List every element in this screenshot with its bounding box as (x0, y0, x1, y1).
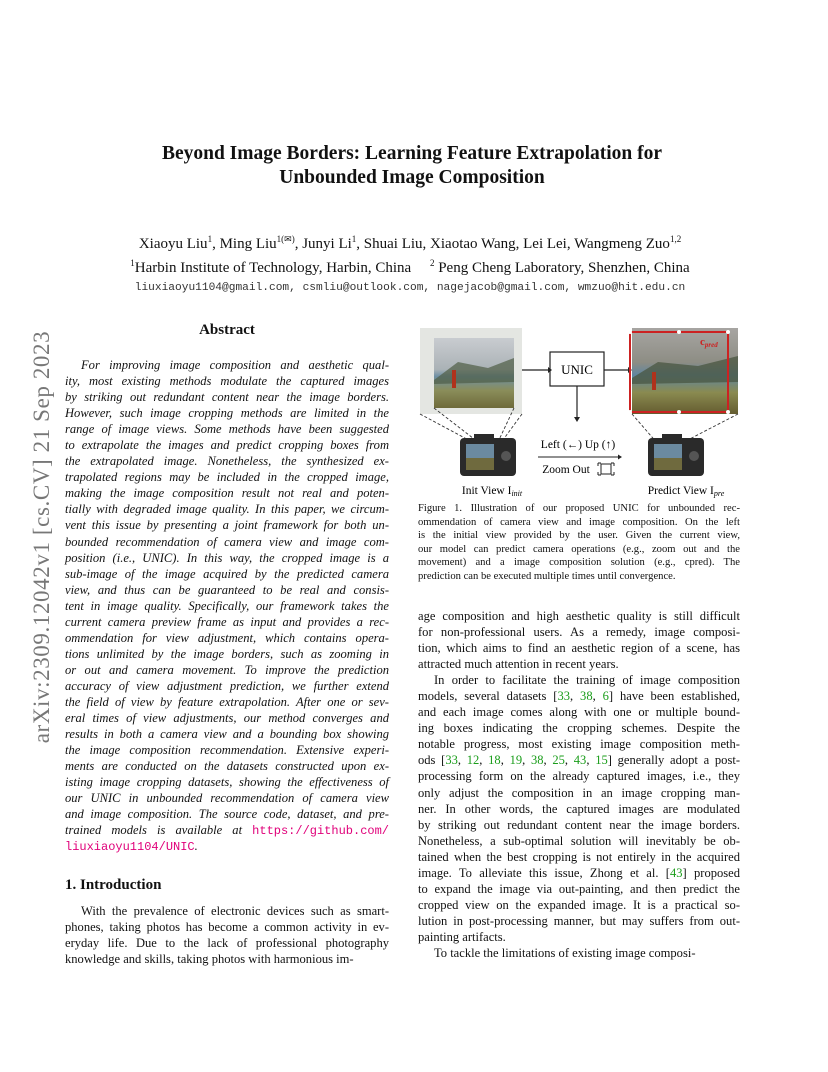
intro-line: With the prevalence of electronic devices such as smart- (81, 904, 389, 918)
caption-line: ommendation of camera view and image composition. On the left (418, 516, 740, 528)
abstract-line: trained models is available at https://github.com/ (65, 823, 389, 839)
caption-line: our model can predict camera operations (e.g., zoom out and the (418, 543, 740, 555)
camera-op-zoom: Zoom Out (542, 464, 590, 476)
abstract-line: isting image cropping datasets, showing the effectiveness of (65, 775, 389, 790)
citation-link[interactable]: 18 (488, 753, 501, 768)
citation-link[interactable]: 38 (580, 689, 593, 704)
abstract-line: For improving image composition and aesthetic qual- (81, 358, 389, 372)
author-block (60, 230, 760, 298)
cpred-label: cpred (700, 336, 718, 349)
arxiv-sidebar-stamp: arXiv:2309.12042v1 [cs.CV] 21 Sep 2023 (29, 330, 54, 744)
abstract-line: sub-image of the image acquired by the predicted camera (65, 566, 389, 581)
abstract-heading: Abstract (199, 322, 255, 338)
predict-camera-icon (648, 434, 704, 476)
caption-line: Figure 1. Illustration of our proposed UNIC for unbounded rec- (418, 503, 740, 514)
abstract-line: tially with degraded image quality. In this paper, we circum- (65, 502, 389, 517)
source-code-link[interactable]: https://github.com/ (252, 824, 389, 839)
abstract-line: view, and thus can be guaranteed to be real and consis- (65, 582, 389, 597)
abstract-line: making the image composition result not real and poten- (65, 486, 389, 501)
body-line: attracted much attention in recent years. (418, 657, 619, 672)
abstract-line: vent this issue by presenting a joint framework for both un- (65, 518, 389, 533)
abstract-line: range of image views. Some methods have been suggested (65, 422, 389, 437)
abstract-line: ommendation for view adjustment, which contains opera- (65, 630, 389, 645)
intro-line: phones, taking photos has become a common activity in ev- (65, 920, 389, 935)
body-line: tained when the best cropping is not entirely in the acquired (418, 849, 740, 864)
paper-title (80, 142, 744, 190)
body-line: for non-professional users. As a remedy, image composi- (418, 625, 740, 640)
body-line: Nonetheless, a sub-optimal solution will inevitably be ob- (418, 833, 740, 848)
caption-line: is the initial view provided by the user. Given the current view, (418, 530, 740, 542)
section-heading-introduction: 1. Introduction (65, 877, 162, 893)
init-camera-icon (460, 434, 516, 476)
body-line: lution in post-processing manner, but may suffers from out- (418, 913, 740, 928)
body-line: models, several datasets [33, 38, 6] have been established, (418, 689, 740, 704)
unic-label: UNIC (561, 362, 593, 377)
introduction-text (65, 903, 389, 967)
abstract-line: tent in image quality. Specifically, our framework takes the (65, 598, 389, 613)
abstract-text (65, 357, 389, 854)
predict-view-label: Predict View Ipre (647, 485, 725, 498)
abstract-line: bounded recommendation of camera view and image com- (65, 534, 389, 549)
body-line: notable progress, most existing image composition meth- (418, 737, 740, 752)
citation-link[interactable]: 33 (557, 689, 571, 704)
abstract-line: the field of view by feature extrapolation. After one or sev- (65, 694, 389, 709)
abstract-line: the extrapolated image. Nonetheless, the synthesized ex- (65, 454, 389, 469)
title-line-1: Beyond Image Borders: Learning Feature Extrapolation for (161, 143, 663, 164)
abstract-line: ments are conducted on the datasets constructed upon ex- (65, 759, 389, 774)
init-view-label: Init View Iinit (461, 485, 523, 498)
zoom-out-icon (598, 463, 614, 475)
body-line: tion, which aims to find an aesthetic region of a scene, has (418, 641, 740, 656)
introduction-text-continued (418, 608, 740, 961)
citation-link[interactable]: 25 (552, 753, 565, 768)
init-view-photo (420, 328, 522, 414)
body-line: by striking out redundant content near the image borders. (418, 817, 740, 832)
abstract-line: position (i.e., UNIC). In this way, the cropped image is a (65, 550, 389, 565)
abstract-line: trapolated regions may be included in the cropped image, (65, 470, 389, 485)
abstract-line: current camera preview frame as input and provides a rec- (65, 614, 389, 629)
author-emails: liuxiaoyu1104@gmail.com, csmliu@outlook.com, nagejacob@gmail.com, wmzuo@hit.edu.cn (134, 282, 686, 294)
author-affiliations: $^1$Harbin Institute of Technology, Harbin, China $^2$ Peng Cheng Laboratory, Shenzhen, China (130, 257, 690, 276)
abstract-line: results in both a camera view and a bounding box showing (65, 727, 389, 742)
figure-1 (418, 320, 740, 500)
abstract-line: to extrapolate the images and predict cropping boxes from (65, 438, 389, 453)
body-line: to expand the image via out-painting, and then predict the (418, 881, 740, 896)
camera-op-move: Left (←) Up (↑) (540, 439, 616, 451)
abstract-line: ity, most existing methods modulate the captured images (65, 374, 389, 389)
intro-line: eryday life. Due to the lack of professional photography (65, 936, 389, 951)
author-names: Xiaoyu Liu$^1$, Ming Liu$^{1(✉)}$, Junyi Li$^1$, Shuai Liu, Xiaotao Wang, Lei Lei, Wangmeng Zuo$^{1,2}$ (138, 234, 682, 252)
citation-link[interactable]: 6 (602, 689, 609, 704)
citation-link[interactable]: 43 (669, 865, 683, 880)
intro-line: knowledge and skills, taking photos with harmonious im- (65, 952, 354, 967)
body-line: cropped view on the expanded image. It is a practical so- (418, 897, 740, 912)
abstract-line: and image composition. The source code, dataset, and pre- (65, 807, 389, 822)
abstract-line: eral times of view adjustments, our method converges and (65, 711, 389, 726)
citation-link[interactable]: 12 (466, 753, 480, 768)
citation-link[interactable]: 15 (595, 753, 608, 768)
body-line: ods [33, 12, 18, 19, 38, 25, 43, 15] generally adopt a post- (418, 753, 740, 768)
figure-1-caption (418, 502, 740, 584)
body-line: painting artifacts. (418, 929, 506, 944)
body-line: ing boxes indicating the cropping schemes. Despite the (418, 721, 740, 736)
abstract-line: However, such image cropping methods are limited in the (65, 406, 389, 421)
body-line: only adjust the composition in an image cropping man- (418, 785, 740, 800)
abstract-line: or out and camera movement. To improve the prediction (65, 662, 389, 677)
body-line: In order to facilitate the training of image composition (434, 673, 740, 688)
abstract-line: the image composition recommendation. Extensive experi- (65, 743, 389, 758)
body-line: and each image comes along with one or multiple bound- (418, 705, 740, 720)
body-line: To tackle the limitations of existing image composi- (434, 945, 696, 960)
title-line-2: Unbounded Image Composition (279, 167, 545, 188)
abstract-line: accuracy of view adjustment prediction, we further extend (65, 678, 389, 693)
citation-link[interactable]: 38 (530, 753, 544, 768)
body-line: processing form on the already captured images, i.e., they (418, 769, 740, 784)
abstract-line: our UNIC in unbounded recommendation of camera view (65, 791, 389, 806)
citation-link[interactable]: 33 (445, 753, 458, 768)
source-code-link-continued[interactable]: liuxiaoyu1104/UNIC (65, 840, 195, 855)
body-line: age composition and high aesthetic quality is still difficult (418, 609, 740, 623)
predict-view-photo (628, 328, 738, 414)
citation-link[interactable]: 19 (509, 753, 523, 768)
abstract-line: by striking out redundant content near the image borders. (65, 390, 389, 405)
abstract-line: tions unlimited by the image borders, such as zooming in (65, 646, 389, 661)
caption-line: movement) and a image composition solution (e.g., cpred). The (418, 557, 740, 569)
body-line: image. To alleviate this issue, Zhong et al. [43] proposed (418, 865, 741, 880)
body-line: ner. In other words, the captured images are modulated (418, 801, 740, 816)
caption-line: prediction can be executed multiple times until convergence. (418, 570, 676, 582)
citation-link[interactable]: 43 (573, 753, 587, 768)
abstract-line: liuxiaoyu1104/UNIC. (65, 839, 198, 855)
